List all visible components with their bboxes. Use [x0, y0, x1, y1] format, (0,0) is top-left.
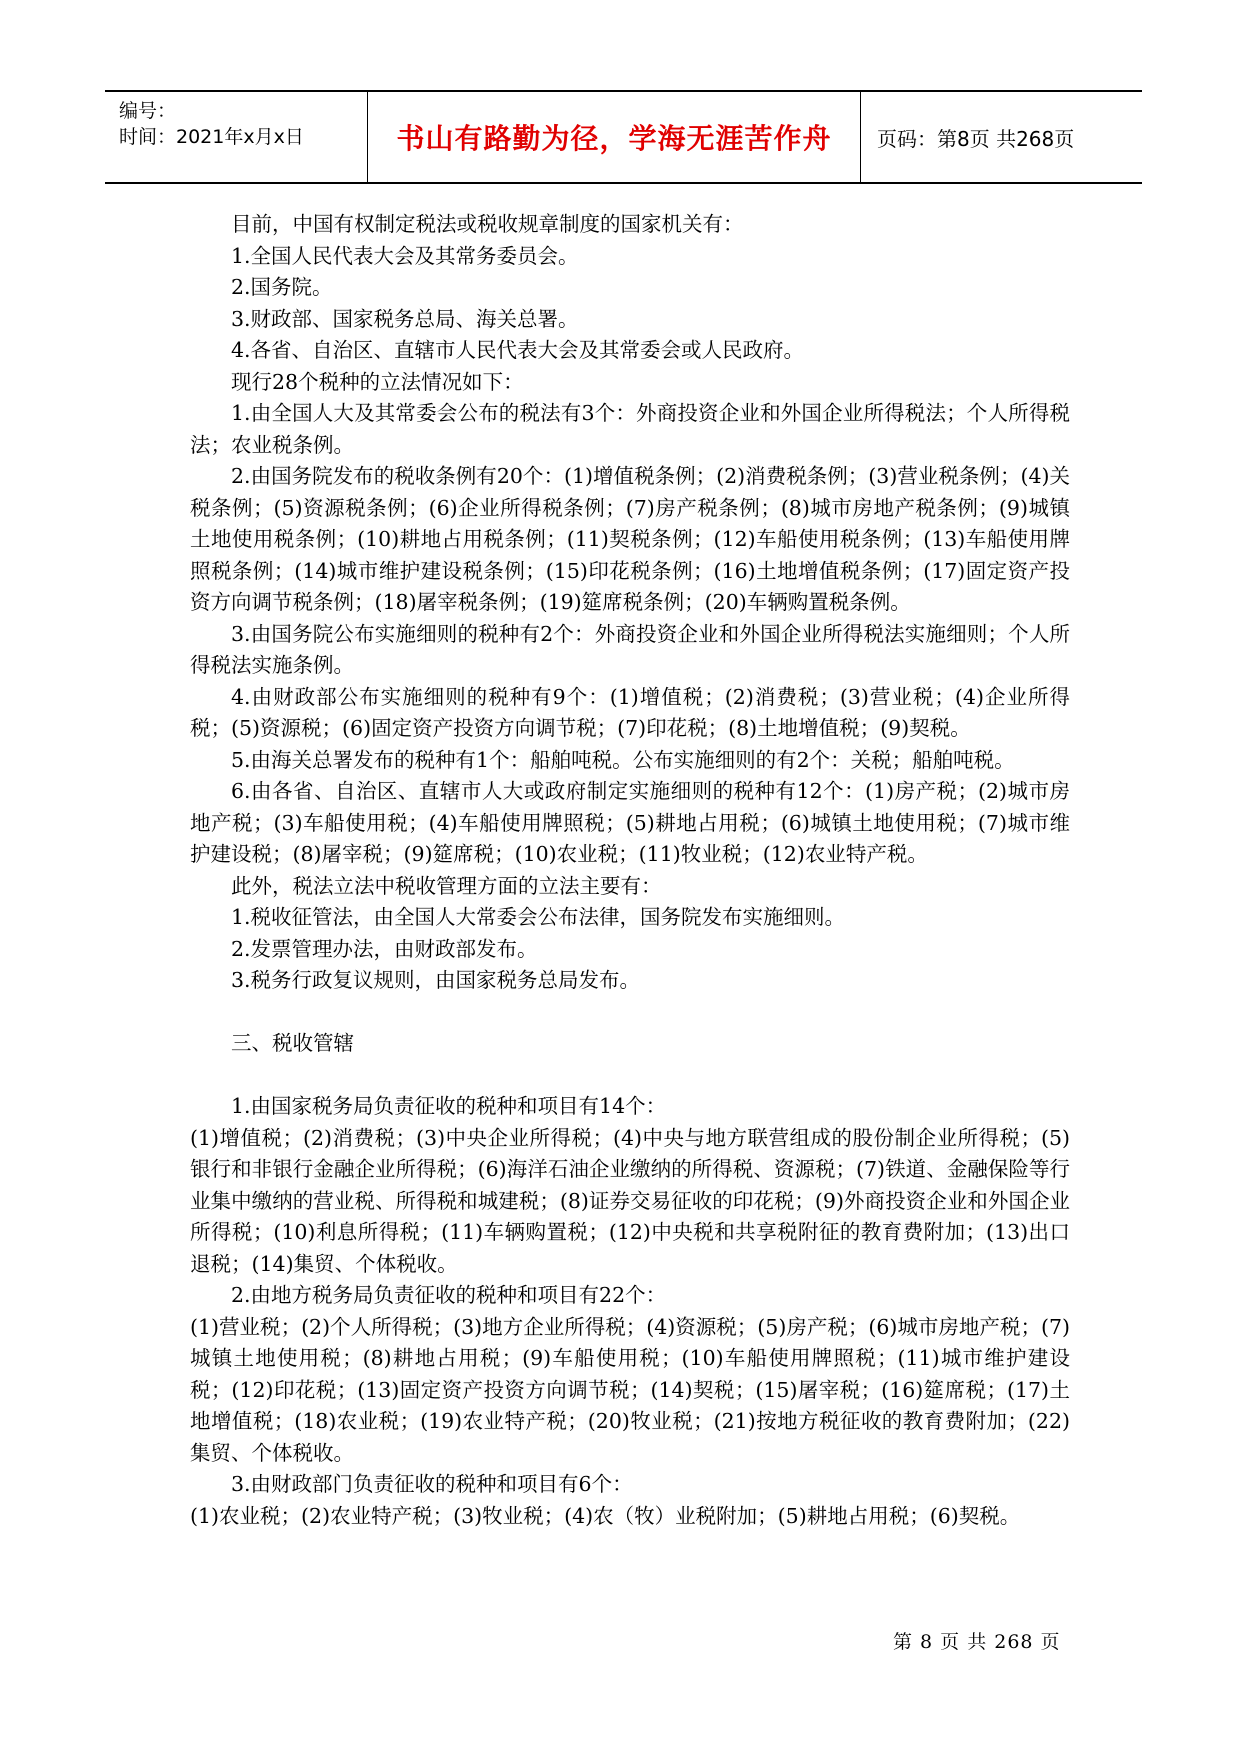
- paragraph: 3.财政部、国家税务总局、海关总署。: [231, 306, 579, 331]
- blank-line: [190, 1060, 1070, 1092]
- paragraph: 目前，中国有权制定税法或税收规章制度的国家机关有：: [231, 212, 744, 236]
- paragraph: 2.由地方税务局负责征收的税种和项目有22个：: [231, 1283, 667, 1307]
- paragraph: 1.全国人民代表大会及其常务委员会。: [231, 243, 579, 268]
- paragraph: 4.由财政部公布实施细则的税种有9个：(1)增值税；(2)消费税；(3)营业税；(4)企业所得税；(5)资源税；(6)固定资产投资方向调节税；(7)印花税；(8)土地增值税；(9)契税。: [190, 684, 1070, 740]
- document-body: [190, 209, 1070, 1532]
- paragraph: (1)农业税；(2)农业特产税；(3)牧业税；(4)农（牧）业税附加；(5)耕地占用税；(6)契税。: [190, 1503, 1021, 1528]
- paragraph: 2.国务院。: [231, 275, 333, 299]
- paragraph: 3.由国务院公布实施细则的税种有2个：外商投资企业和外国企业所得税法实施细则；个人所得税法实施条例。: [190, 621, 1070, 677]
- blank-line: [190, 997, 1070, 1029]
- paragraph: 3.由财政部门负责征收的税种和项目有6个：: [231, 1472, 633, 1496]
- paragraph: 5.由海关总署发布的税种有1个：船舶吨税。公布实施细则的有2个：关税；船舶吨税。: [231, 747, 1015, 772]
- header-left-cell: [105, 92, 368, 182]
- paragraph: 现行28个税种的立法情况如下：: [231, 369, 524, 394]
- paragraph: (1)增值税；(2)消费税；(3)中央企业所得税；(4)中央与地方联营组成的股份制企业所得税；(5)银行和非银行金融企业所得税；(6)海洋石油企业缴纳的所得税、资源税；(7)铁道、金融保险等行业集中缴纳的营业税、所得税和城建税；(8)证券交易征收的印花税；(9)外商投资企业和外国企业所得税；(10)利息所得税；(11)车辆购置税；(12)中央税和共享税附征的教育费附加；(13)出口退税；(14)集贸、个体税收。: [190, 1125, 1070, 1276]
- paragraph: 1.由全国人大及其常委会公布的税法有3个：外商投资企业和外国企业所得税法；个人所得税法；农业税条例。: [190, 401, 1070, 457]
- header-page-cell: [861, 92, 1142, 182]
- time-label: 时间：2021年x月x日: [119, 126, 304, 148]
- paragraph: (1)营业税；(2)个人所得税；(3)地方企业所得税；(4)资源税；(5)房产税；(6)城市房地产税；(7)城镇土地使用税；(8)耕地占用税；(9)车船使用税；(10)车船使用牌照税；(11)城市维护建设税；(12)印花税；(13)固定资产投资方向调节税；(14)契税；(15)屠宰税；(16)筵席税；(17)土地增值税；(18)农业税；(19)农业特产税；(20)牧业税；(21)按地方税征收的教育费附加；(22)集贸、个体税收。: [190, 1314, 1070, 1465]
- paragraph: 2.由国务院发布的税收条例有20个：(1)增值税条例；(2)消费税条例；(3)营业税条例；(4)关税条例；(5)资源税条例；(6)企业所得税条例；(7)房产税条例；(8)城市房地产税条例；(9)城镇土地使用税条例；(10)耕地占用税条例；(11)契税条例；(12)车船使用税条例；(13)车船使用牌照税条例；(14)城市维护建设税条例；(15)印花税条例；(16)土地增值税条例；(17)固定资产投资方向调节税条例；(18)屠宰税条例；(19)筵席税条例；(20)车辆购置税条例。: [190, 464, 1070, 614]
- header-motto-cell: [368, 92, 861, 182]
- page-info: 页码：第8页 共268页: [877, 126, 1075, 151]
- paragraph: 4.各省、自治区、直辖市人民代表大会及其常委会或人民政府。: [231, 338, 805, 362]
- section-heading: 三、税收管辖: [231, 1031, 354, 1055]
- paragraph: 2.发票管理办法，由财政部发布。: [231, 936, 538, 961]
- paragraph: 6.由各省、自治区、直辖市人大或政府制定实施细则的税种有12个：(1)房产税；(2)城市房地产税；(3)车船使用税；(4)车船使用牌照税；(5)耕地占用税；(6)城镇土地使用税；(7)城市维护建设税；(8)屠宰税；(9)筵席税；(10)农业税；(11)牧业税；(12)农业特产税。: [190, 779, 1070, 866]
- paragraph: 1.税收征管法，由全国人大常委会公布法律，国务院发布实施细则。: [231, 905, 846, 929]
- paragraph: 3.税务行政复议规则，由国家税务总局发布。: [231, 968, 641, 992]
- page-header: [105, 90, 1142, 184]
- number-label: 编号：: [119, 100, 177, 122]
- motto-text: 书山有路勤为径，学海无涯苦作舟: [396, 122, 832, 155]
- paragraph: 1.由国家税务局负责征收的税种和项目有14个：: [231, 1094, 667, 1118]
- paragraph: 此外，税法立法中税收管理方面的立法主要有：: [231, 873, 662, 898]
- page-footer: 第 8 页 共 268 页: [893, 1631, 1061, 1653]
